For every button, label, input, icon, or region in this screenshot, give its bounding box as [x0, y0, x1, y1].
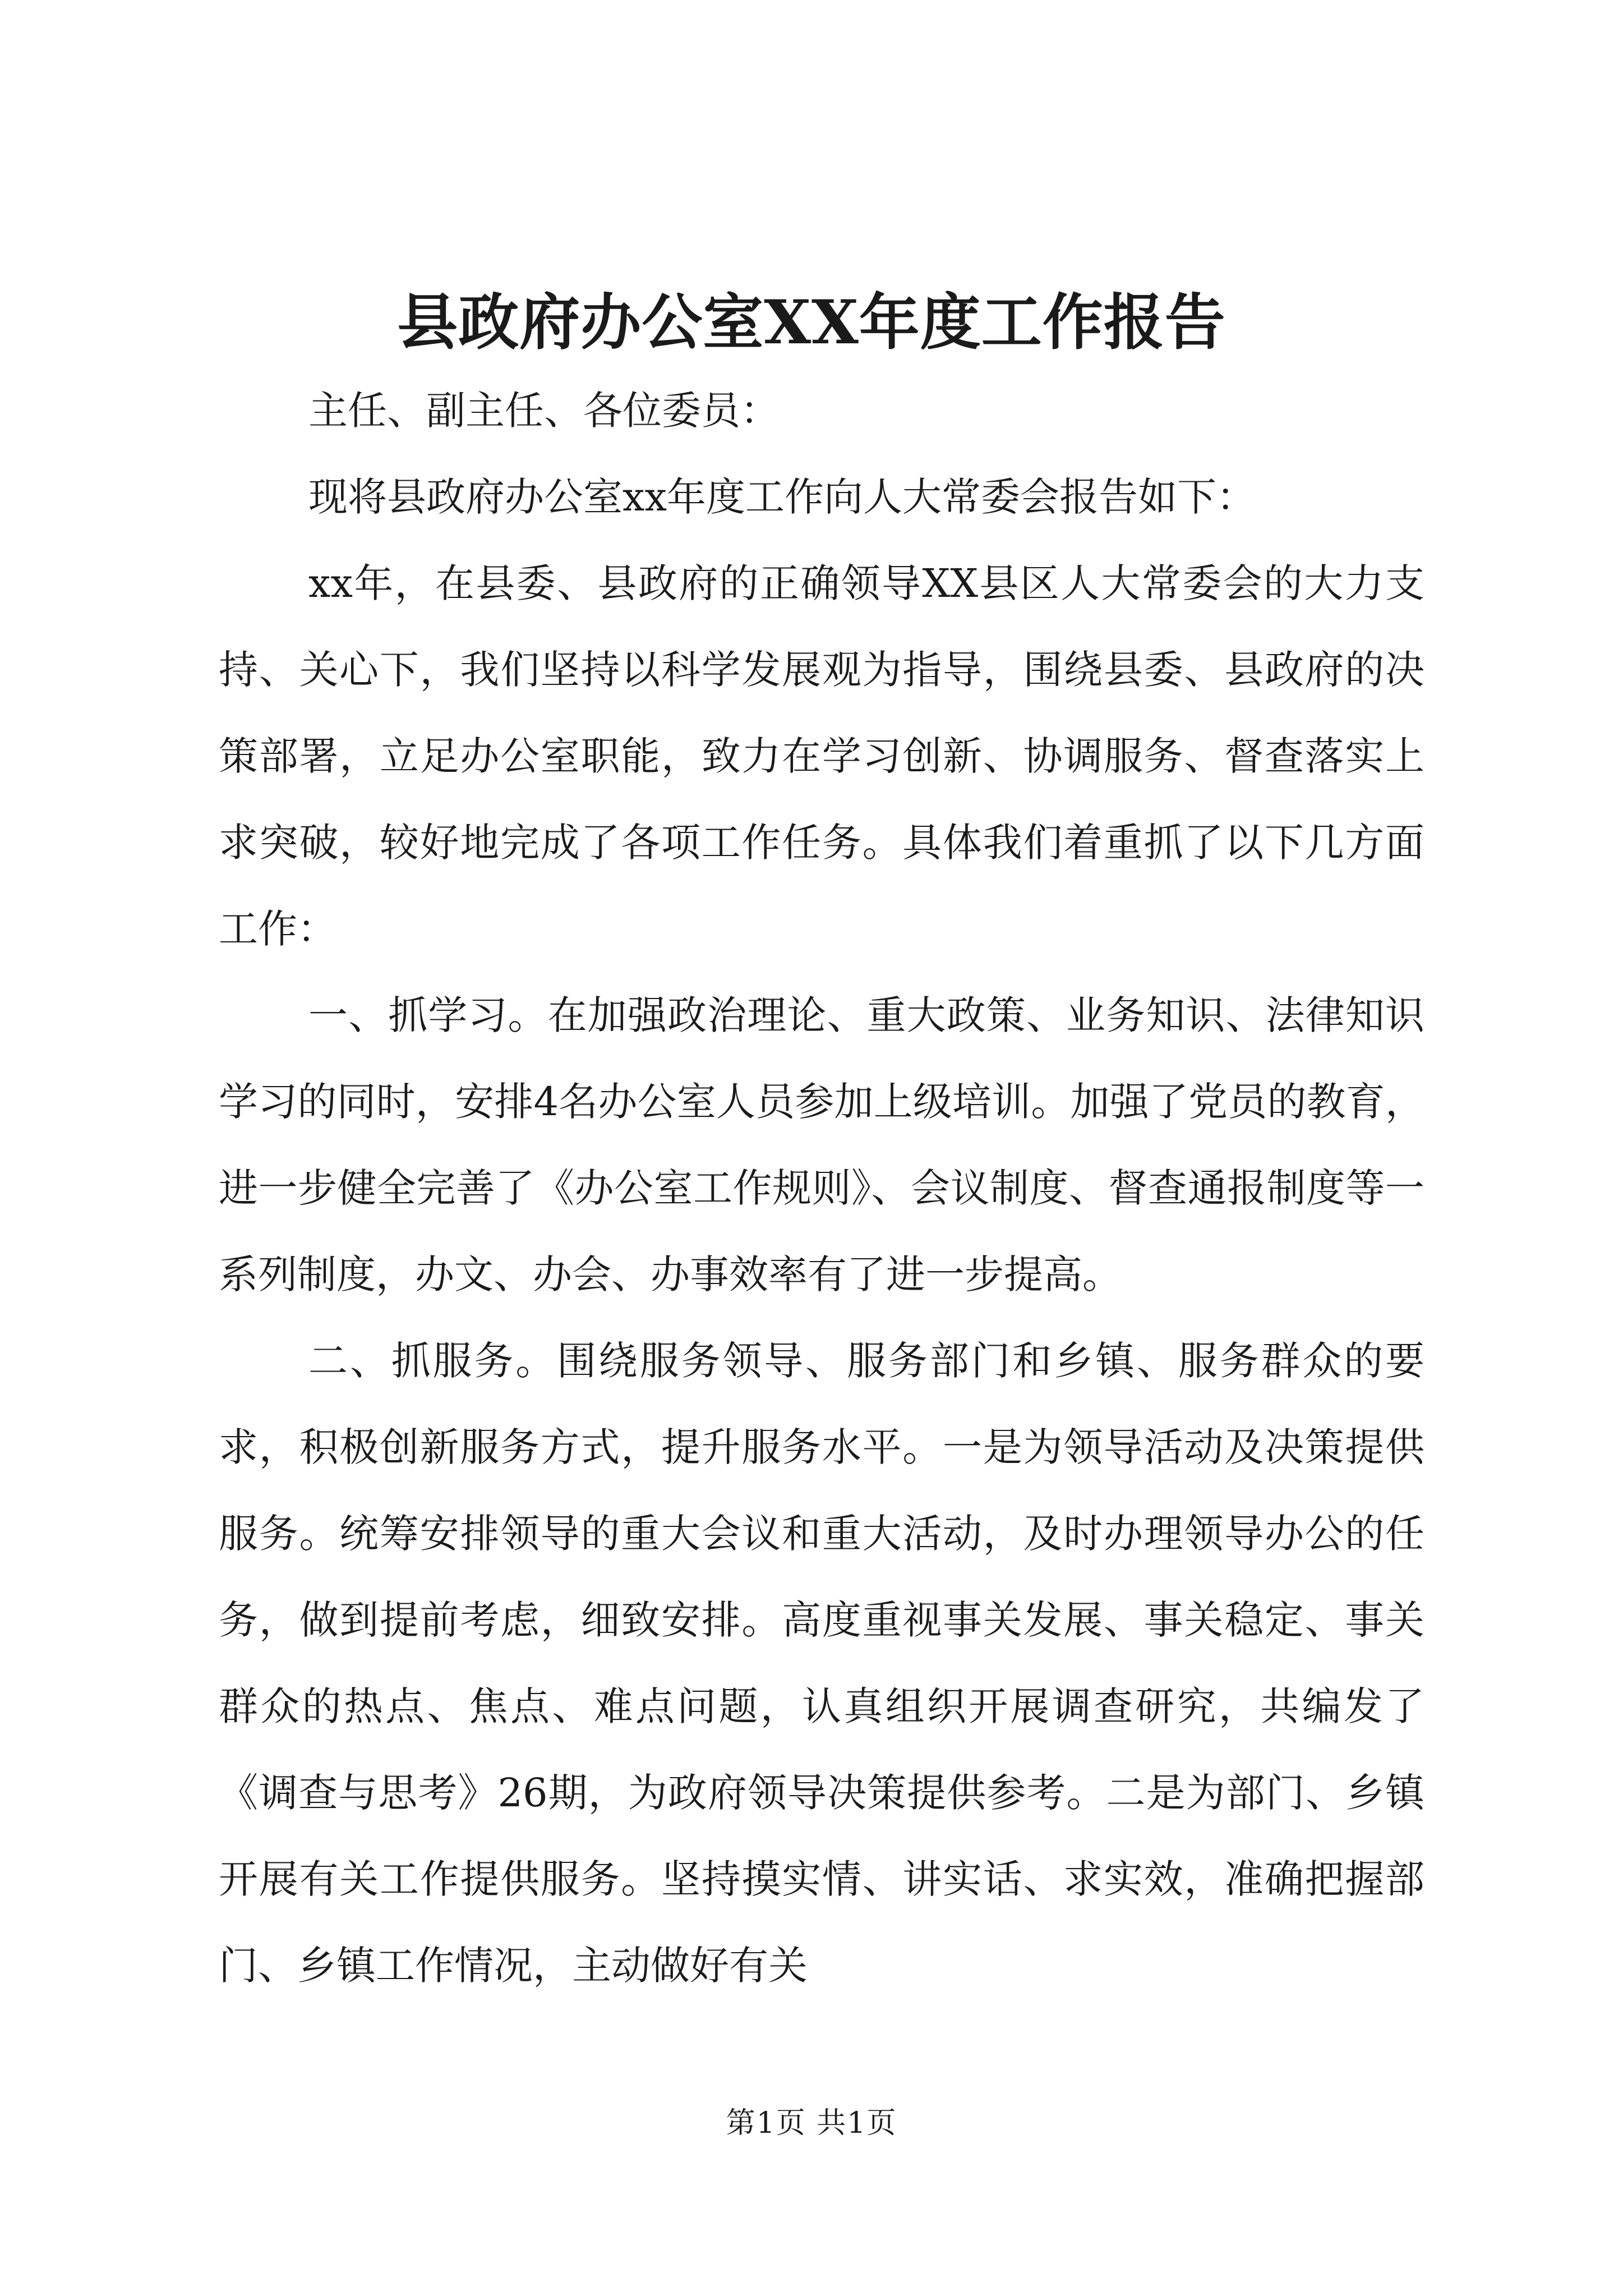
document-body — [219, 367, 1424, 2009]
intro-paragraph: 现将县政府办公室xx年度工作向人大常委会报告如下： — [308, 474, 1256, 520]
page-number-footer: 第1页 共1页 — [726, 2106, 897, 2140]
salutation-paragraph: 主任、副主任、各位委员： — [308, 388, 780, 434]
overview-paragraph: xx年，在县委、县政府的正确领导XX县区人大常委会的大力支持、关心下，我们坚持以科学发展观为指导，围绕县委、县政府的决策部署，立足办公室职能，致力在学习创新、协调服务、督查落实上求突破，较好地完成了各项工作任务。具体我们着重抓了以下几方面工作： — [219, 560, 1424, 952]
study-section-paragraph: 一、抓学习。在加强政治理论、重大政策、业务知识、法律知识学习的同时，安排4名办公室人员参加上级培训。加强了党员的教育，进一步健全完善了《办公室工作规则》、会议制度、督查通报制度等一系列制度，办文、办会、办事效率有了进一步提高。 — [219, 992, 1424, 1297]
document-title: 县政府办公室XX年度工作报告 — [397, 287, 1226, 358]
service-section-paragraph: 二、抓服务。围绕服务领导、服务部门和乡镇、服务群众的要求，积极创新服务方式，提升服务水平。一是为领导活动及决策提供服务。统筹安排领导的重大会议和重大活动，及时办理领导办公的任务，做到提前考虑，细致安排。高度重视事关发展、事关稳定、事关群众的热点、焦点、难点问题，认真组织开展调查研究，共编发了《调查与思考》26期，为政府领导决策提供参考。二是为部门、乡镇开展有关工作提供服务。坚持摸实情、讲实话、求实效，准确把握部门、乡镇工作情况，主动做好有关 — [219, 1338, 1424, 1989]
